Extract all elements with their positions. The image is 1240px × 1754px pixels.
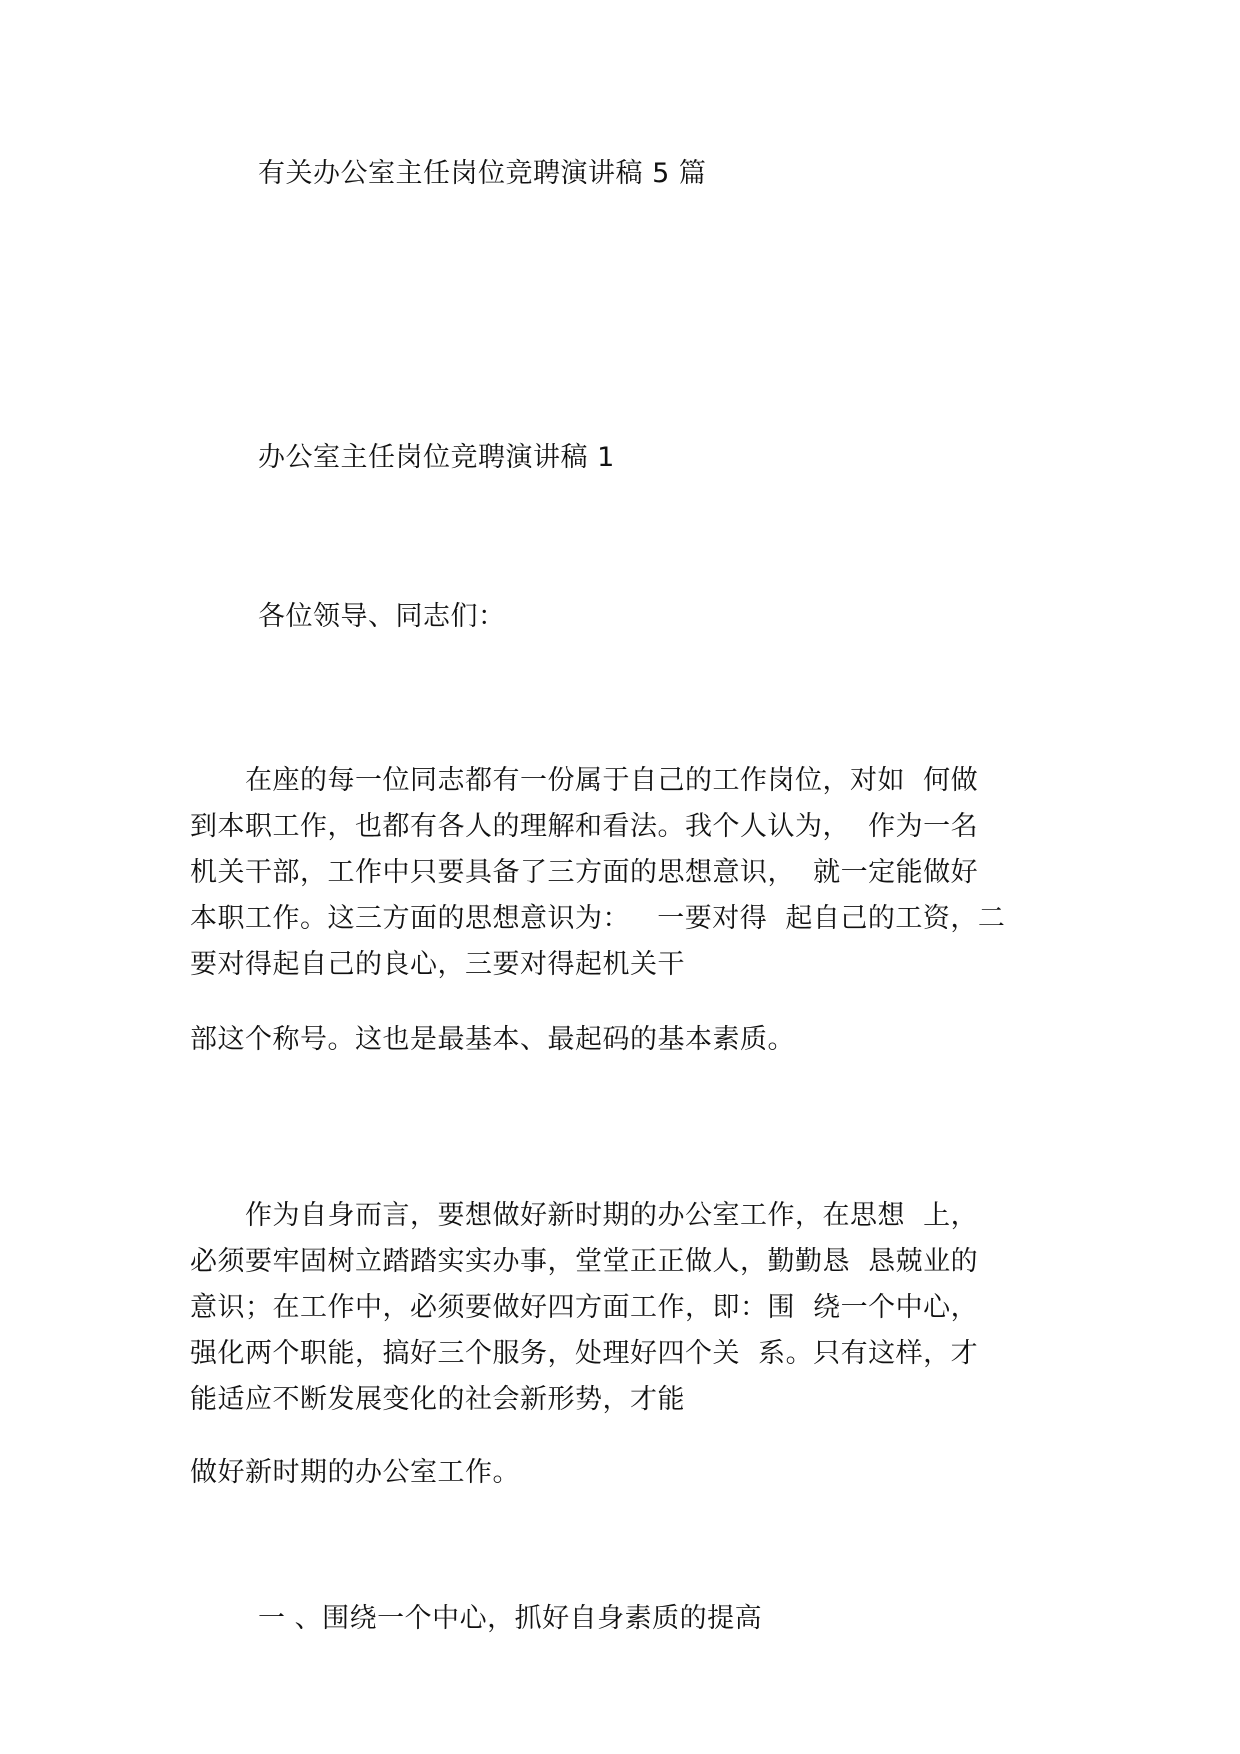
paragraph-1-line: 本职工作。这三方面的思想意识为： 一要对得 起自己的工资，二 [190,903,1006,934]
paragraph-1-line: 机关干部，工作中只要具备了三方面的思想意识， 就一定能做好 [190,857,979,888]
paragraph-2 [190,1193,1070,1423]
paragraph-1-line: 要对得起自己的良心，三要对得起机关干 [190,949,685,980]
paragraph-2-line: 意识；在工作中，必须要做好四方面工作，即：围 绕一个中心， [190,1292,979,1323]
paragraph-2-tail-line: 做好新时期的办公室工作。 [190,1457,520,1488]
paragraph-2-line: 能适应不断发展变化的社会新形势，才能 [190,1384,685,1415]
paragraph-1-tail [190,1017,1070,1063]
paragraph-2-line: 必须要牢固树立踏踏实实办事，堂堂正正做人，勤勤恳 恳兢业的 [190,1246,979,1277]
paragraph-1-tail-line: 部这个称号。这也是最基本、最起码的基本素质。 [190,1024,795,1055]
section-title: 办公室主任岗位竞聘演讲稿 1 [258,442,615,473]
heading-one: 一 、围绕一个中心，抓好自身素质的提高 [258,1603,763,1634]
paragraph-2-tail [190,1450,1070,1496]
document-title: 有关办公室主任岗位竞聘演讲稿 5 篇 [258,158,707,189]
paragraph-2-line: 强化两个职能，搞好三个服务，处理好四个关 系。只有这样，才 [190,1338,979,1369]
salutation: 各位领导、同志们： [258,601,506,632]
paragraph-1-line: 在座的每一位同志都有一份属于自己的工作岗位，对如 何做 [190,765,979,796]
paragraph-1 [190,758,1070,988]
paragraph-2-line: 作为自身而言，要想做好新时期的办公室工作，在思想 上， [190,1200,979,1231]
paragraph-1-line: 到本职工作，也都有各人的理解和看法。我个人认为， 作为一名 [190,811,979,842]
